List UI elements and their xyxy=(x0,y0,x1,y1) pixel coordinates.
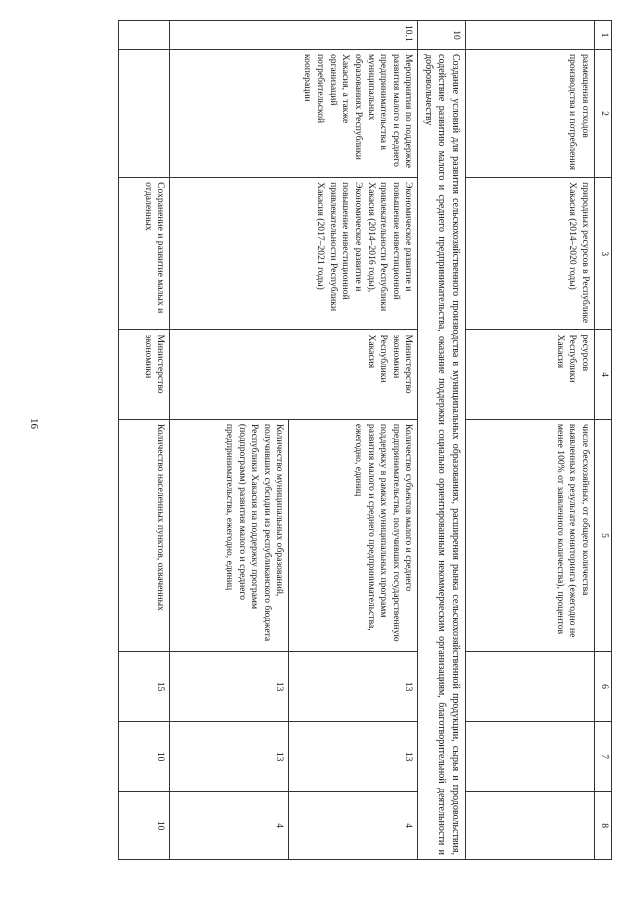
value-cell: 13 xyxy=(289,722,418,792)
document-rotated-content xyxy=(102,20,612,860)
header-cell: 8 xyxy=(595,792,612,860)
table-row xyxy=(119,21,170,860)
executor-cell: Министерство экономики Республики Хакасия xyxy=(170,330,418,419)
table-cell xyxy=(466,722,595,792)
program-cell: Сохранение и развитие малых и отдаленных xyxy=(119,178,170,330)
value-cell: 4 xyxy=(289,792,418,860)
table-cell xyxy=(466,792,595,860)
indicator-cell: Количество муниципальных образований, получивших субсидии из республиканского бюджета Республики Хакасия на поддержку программ (подпрограмм) развития малого и среднего предпринимательства, ежегодно, единиц xyxy=(170,419,289,651)
header-cell: 4 xyxy=(595,330,612,419)
section-number: 10 xyxy=(418,21,466,50)
document-table xyxy=(119,20,613,860)
value-cell: 13 xyxy=(170,722,289,792)
table-cell: природных ресурсов в Республике Хакасия (2014–2020 годы) xyxy=(466,178,595,330)
table-cell xyxy=(466,21,595,50)
indicator-cell: Количество субъектов малого и среднего предпринимательства, получивших государственную поддержку в рамках муниципальных программ развития малого и среднего предпринимательства, ежегодно, единиц xyxy=(289,419,418,651)
table-cell xyxy=(119,50,170,178)
header-cell: 1 xyxy=(595,21,612,50)
executor-cell: Министерство экономики xyxy=(119,330,170,419)
table-cell xyxy=(466,652,595,722)
header-cell: 6 xyxy=(595,652,612,722)
header-cell: 7 xyxy=(595,722,612,792)
table-cell: ресурсов Республики Хакасия xyxy=(466,330,595,419)
program-cell: Экономическое развитие и повышение инвестиционной привлекательности Республики Хакасия (2014–2016 годы), Экономическое развитие и повышение инвестиционной привлекательности Республики Хакасия (2017–2021 годы) xyxy=(170,178,418,330)
value-cell: 10 xyxy=(119,792,170,860)
header-cell: 5 xyxy=(595,419,612,651)
table-row xyxy=(466,21,595,860)
value-cell: 10 xyxy=(119,722,170,792)
table-cell: размещения отходов производства и потребления xyxy=(466,50,595,178)
table-row xyxy=(289,21,418,860)
row-number: 10.1 xyxy=(170,21,418,50)
table-header-row xyxy=(595,21,612,860)
header-cell: 2 xyxy=(595,50,612,178)
header-cell: 3 xyxy=(595,178,612,330)
table-cell xyxy=(119,21,170,50)
indicator-cell: Количество населенных пунктов, охваченных xyxy=(119,419,170,651)
section-title: Создание условий для развития сельскохозяйственного производства в муниципальных образованиях, расширения рынка сельскохозяйственной продукции, сырья и продовольствия, содействие развитию малого и среднего предпринимательства, оказание поддержки социально ориентированным некоммерческим организациям, благотворительной деятельности и добровольчеству xyxy=(418,50,466,860)
value-cell: 13 xyxy=(289,652,418,722)
page-number: 16 xyxy=(28,418,40,429)
section-row xyxy=(418,21,466,860)
value-cell: 15 xyxy=(119,652,170,722)
table-cell: числе бесхозяйных, от общего количества выявленных в результате мониторинга (ежегодно не менее 100% от заявленного количества), процентов xyxy=(466,419,595,651)
value-cell: 4 xyxy=(170,792,289,860)
value-cell: 13 xyxy=(170,652,289,722)
measure-cell: Мероприятия по поддержке развития малого и среднего предпринимательства в муниципальных образованиях Республики Хакасия, а также организаций потребительской кооперации xyxy=(170,50,418,178)
